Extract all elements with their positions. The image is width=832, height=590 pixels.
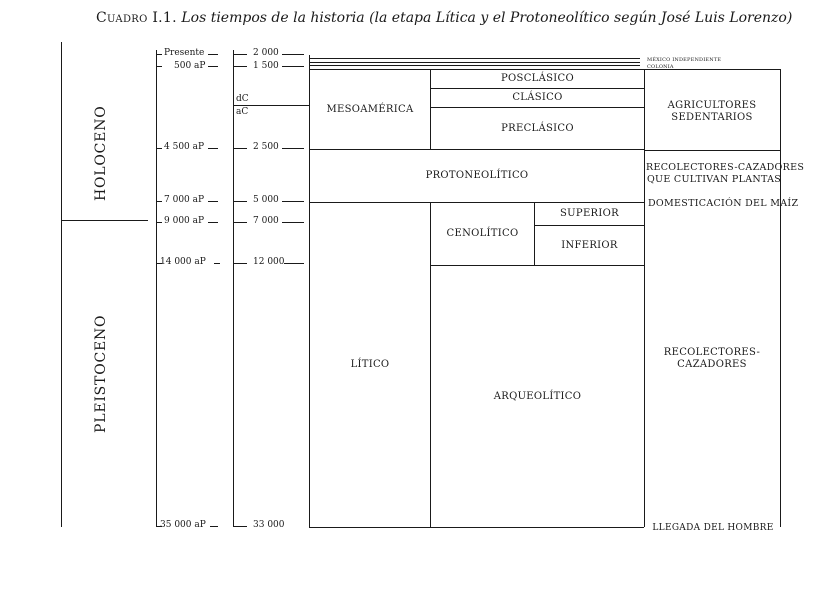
caption-number: Cuadro I.1. [96, 10, 177, 26]
year-label: 7 000 [253, 216, 279, 226]
year-tick [233, 54, 247, 55]
ap-label: 500 aP [174, 61, 206, 71]
label-domesticacion: DOMESTICACIÓN DEL MAÍZ [648, 198, 799, 209]
label-recolectores-line1: RECOLECTORES- [663, 347, 761, 358]
ap-tick-right [208, 66, 218, 67]
ap-tick-right [210, 526, 218, 527]
cell-superior: SUPERIOR [560, 208, 619, 219]
label-agricultores-line2: SEDENTARIOS [671, 112, 753, 123]
year-tick [233, 222, 247, 223]
ap-tick [156, 54, 162, 55]
colonia-line-bottom [309, 65, 640, 66]
caption-text: Los tiempos de la historia (la etapa Lítica y el Protoneolítico según José Luis Lorenzo) [181, 10, 793, 26]
ap-axis [156, 50, 157, 526]
right-divider-1 [644, 150, 780, 151]
ap-tick [156, 201, 162, 202]
dc-ac-divider [233, 105, 310, 106]
label-recolectores-cultivan-line1: RECOLECTORES-CAZADORES [646, 162, 805, 173]
ap-tick-right [214, 263, 220, 264]
label-llegada: LLEGADA DEL HOMBRE [652, 523, 774, 533]
ap-tick-right [208, 201, 218, 202]
ap-tick-right [208, 222, 218, 223]
ap-label: 4 500 aP [164, 142, 205, 152]
year-tick-right [282, 222, 304, 223]
colonia-label: COLONIA [647, 64, 674, 70]
ap-label: 9 000 aP [164, 216, 205, 226]
year-tick [233, 263, 247, 264]
cell-mesoamerica: MESOAMÉRICA [326, 103, 414, 115]
cell-preclasico: PRECLÁSICO [501, 122, 574, 134]
ap-tick [156, 66, 162, 67]
cell-protoneolitico: PROTONEOLÍTICO [425, 170, 529, 181]
chart-right-border [644, 70, 645, 527]
right-column-border [780, 69, 781, 527]
cell-posclasico: POSCLÁSICO [501, 73, 574, 84]
ap-tick [156, 263, 162, 264]
era-pleistoceno: PLEISTOCENO [93, 314, 109, 433]
year-axis [233, 50, 234, 526]
label-agricultores [646, 100, 778, 124]
era-divider [61, 220, 148, 221]
ac-label: aC [236, 107, 249, 117]
year-tick [233, 201, 247, 202]
year-label: 33 000 [253, 520, 285, 530]
label-recolectores-line2: CAZADORES [677, 359, 747, 370]
year-label: 1 500 [253, 61, 279, 71]
year-tick-right [282, 66, 304, 67]
year-label: 12 000 [253, 257, 285, 267]
year-tick-right [282, 54, 304, 55]
cell-clasico: CLÁSICO [512, 92, 563, 103]
dc-label: dC [236, 94, 249, 104]
era-holoceno: HOLOCENO [93, 105, 109, 201]
mexico-independiente-label: MÉXICO INDEPENDIENTE [647, 57, 722, 63]
label-agricultores-line1: AGRICULTORES [667, 100, 757, 111]
label-recolectores-cultivan-line2: QUE CULTIVAN PLANTAS [646, 174, 782, 185]
ap-tick [156, 526, 162, 527]
chart-bottom-border [309, 527, 644, 528]
ap-tick-right [208, 148, 218, 149]
year-label: 2 000 [253, 48, 279, 58]
year-tick [233, 148, 247, 149]
year-tick-right [284, 263, 304, 264]
cell-arqueolitico: ARQUEOLÍTICO [493, 390, 582, 402]
ap-tick [156, 148, 162, 149]
ap-tick-right [208, 54, 218, 55]
year-tick-right [282, 148, 304, 149]
ap-label: Presente [164, 48, 205, 58]
year-label: 2 500 [253, 142, 279, 152]
ap-label: 35 000 aP [160, 520, 206, 530]
label-recolectores [646, 347, 778, 371]
mexico-independiente-line [309, 58, 640, 59]
ap-label: 14 000 aP [160, 257, 206, 267]
ap-label: 7 000 aP [164, 195, 205, 205]
year-label: 5 000 [253, 195, 279, 205]
cell-cenolitico: CENOLÍTICO [446, 228, 519, 239]
year-tick [233, 66, 247, 67]
era-column-rule [61, 42, 62, 527]
table-caption [96, 10, 792, 26]
year-tick [233, 526, 247, 527]
cell-inferior: INFERIOR [561, 239, 618, 251]
label-recolectores-cultivan [646, 162, 805, 186]
ap-tick [156, 222, 162, 223]
year-tick-right [282, 201, 304, 202]
colonia-line-top [309, 62, 640, 63]
cell-litico: LÍTICO [350, 359, 390, 370]
